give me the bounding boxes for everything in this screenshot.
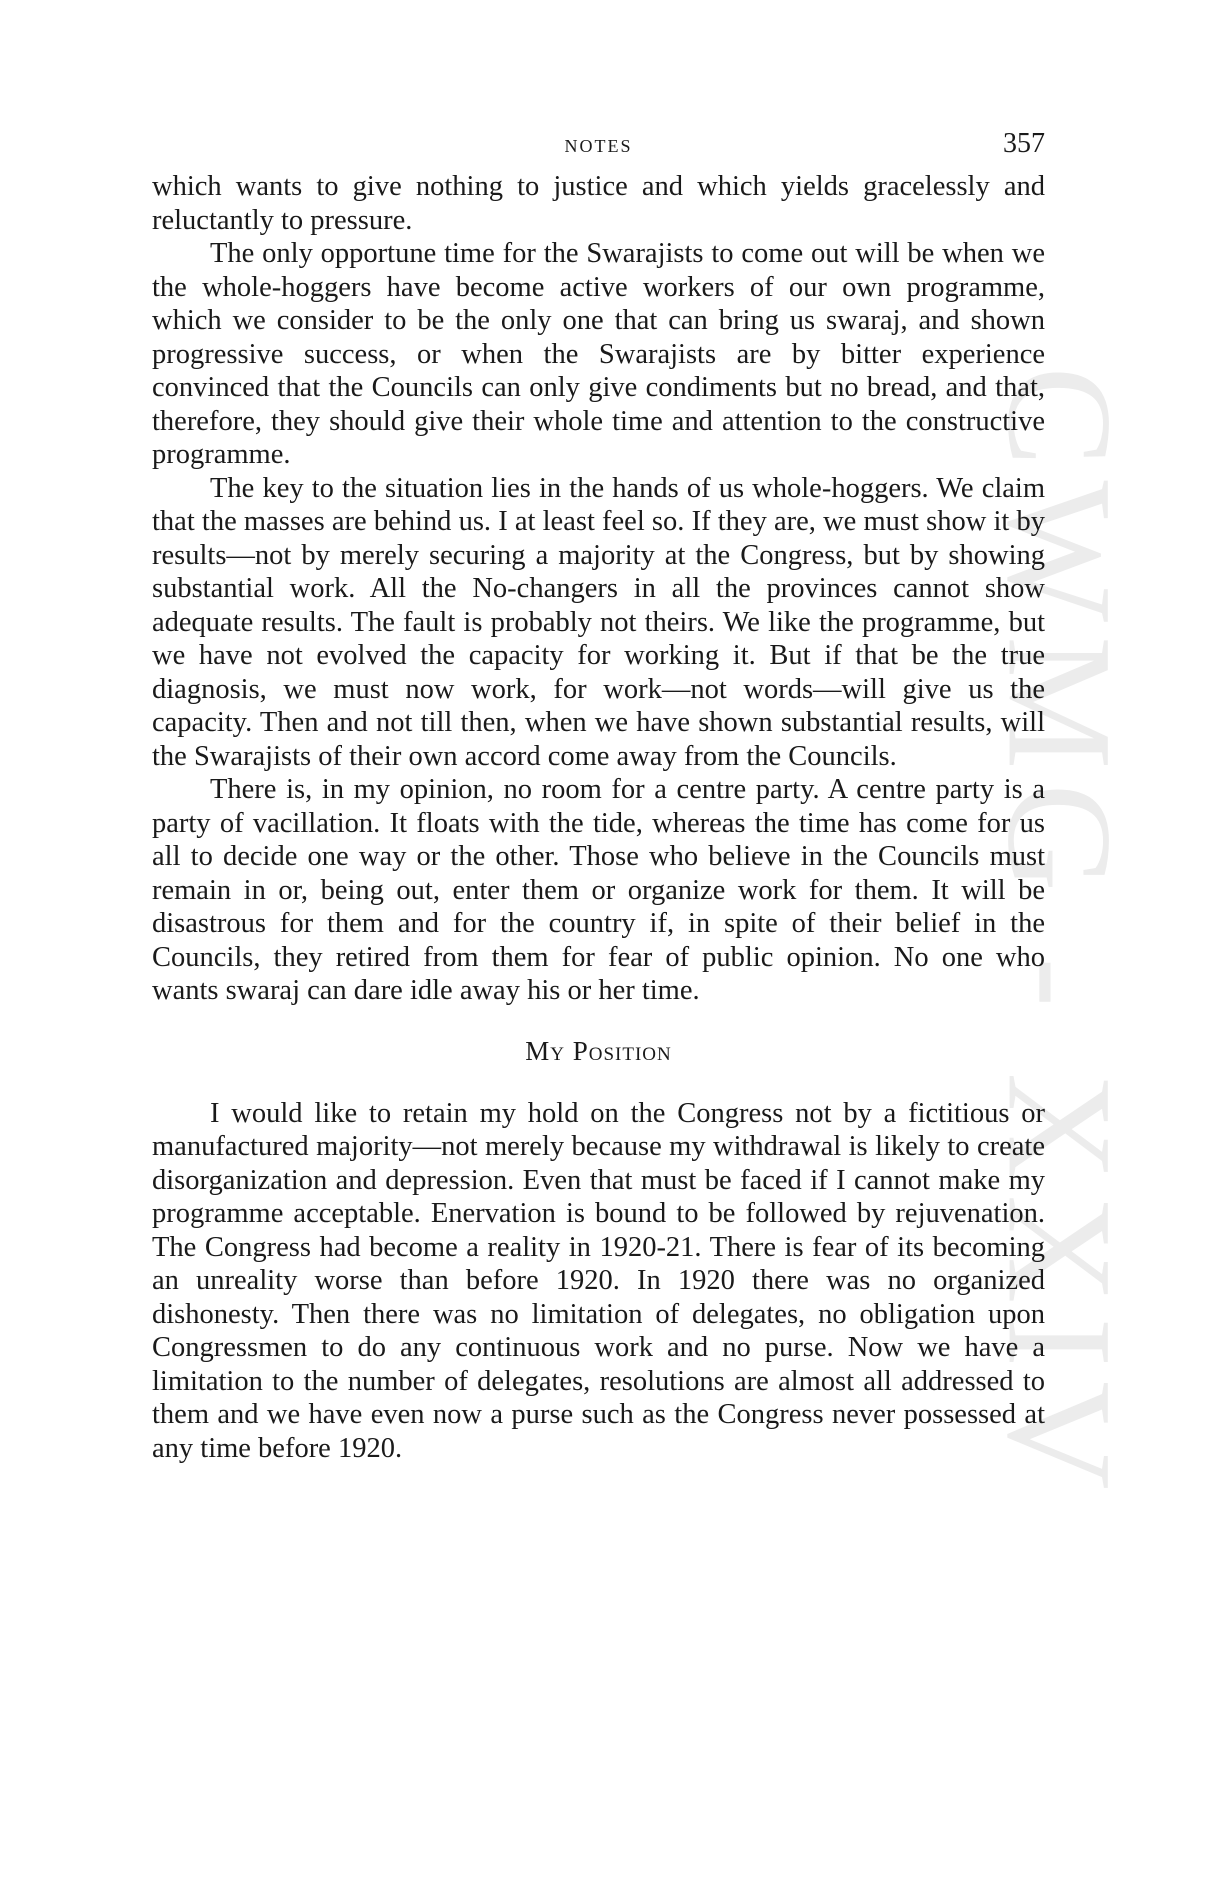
watermark-text: CWMG - XXIV <box>977 366 1144 1504</box>
paragraph-continued: which wants to give nothing to justice and which yields gracelessly and reluctantly to pressure. <box>152 171 1045 236</box>
page <box>152 128 1045 1465</box>
body-text <box>152 170 1045 1465</box>
paragraph: There is, in my opinion, no room for a centre party. A centre party is a party of vacillation. It floats with the tide, whereas the time has come for us all to decide one way or the other. Those who believe in the Councils must remain in or, being out, enter them or organize work for them. It will be disastrous for them and for the country if, in spite of their belief in the Councils, they retired from them for fear of public opinion. No one who wants swaraj can dare idle away his or her time. <box>152 774 1045 1006</box>
running-title: NOTES <box>564 136 633 156</box>
section-heading: My Position <box>525 1035 672 1066</box>
page-number: 357 <box>1003 128 1045 159</box>
paragraph: The only opportune time for the Swarajists to come out will be when we the whole-hoggers have become active workers of our own programme, which we consider to be the only one that can bring us swaraj, and shown progressive success, or when the Swarajists are by bitter experience convinced that the Councils can only give condiments but no bread, and that, therefore, they should give their whole time and attention to the constructive programme. <box>152 238 1045 470</box>
running-head <box>152 128 1045 168</box>
paragraph: I would like to retain my hold on the Congress not by a fictitious or manufactured majority—not merely because my withdrawal is likely to create disorganization and depression. Even that must be faced if I cannot make my programme acceptable. Enervation is bound to be followed by rejuvenation. The Congress had become a reality in 1920-21. There is fear of its becoming an unreality worse than before 1920. In 1920 there was no organized dishonesty. Then there was no limitation of delegates, no obligation upon Congressmen to do any continuous work and no purse. Now we have a limitation to the number of delegates, resolutions are almost all addressed to them and we have even now a purse such as the Congress never possessed at any time before 1920. <box>152 1097 1045 1464</box>
paragraph: The key to the situation lies in the hands of us whole-hoggers. We claim that the masses are behind us. I at least feel so. If they are, we must show it by results—not by merely securing a majority at the Congress, but by showing substantial work. All the No-changers in all the provinces cannot show adequate results. The fault is probably not theirs. We like the programme, but we have not evolved the capacity for working it. But if that be the true diagnosis, we must now work, for work—not words—will give us the capacity. Then and not till then, when we have shown substantial results, will the Swarajists of their own accord come away from the Councils. <box>152 472 1045 772</box>
